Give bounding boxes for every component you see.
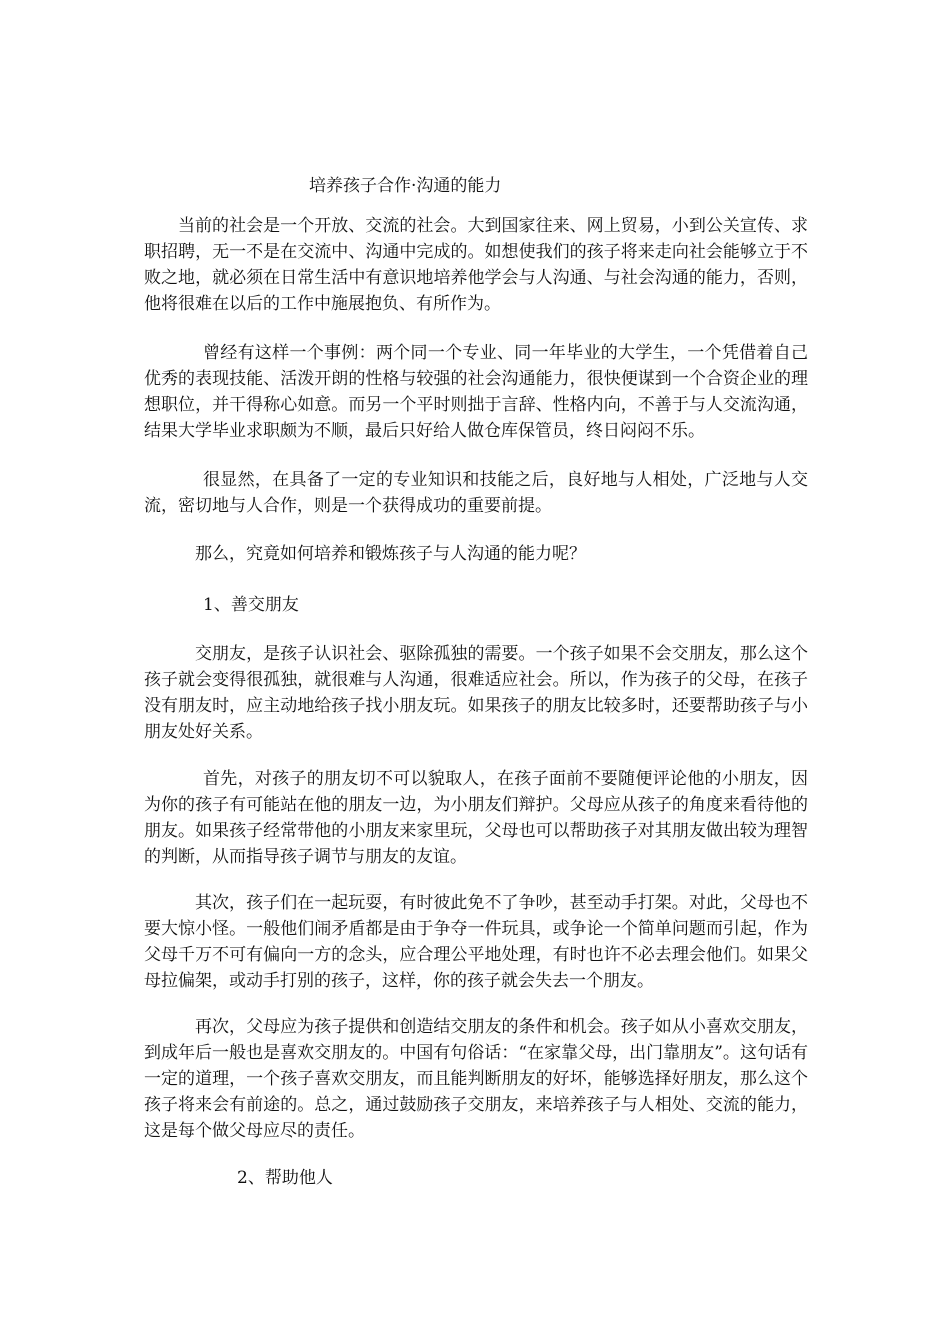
paragraph-second: 其次，孩子们在一起玩耍，有时彼此免不了争吵，甚至动手打架。对此，父母也不要大惊小怪。一般他们闹矛盾都是由于争夺一件玩具，或争论一个简单问题而引起，作为父母千万不可有偏向一方的念头，应合理公平地处理，有时也许不必去理会他们。如果父母拉偏架，或动手打别的孩子，这样，你的孩子就会失去一个朋友。 [144,893,808,991]
section-heading-1: 1、善交朋友 [203,595,299,615]
section-heading-2: 2、帮助他人 [237,1168,333,1188]
paragraph-first: 首先，对孩子的朋友切不可以貌取人，在孩子面前不要随便评论他的小朋友，因为你的孩子有可能站在他的朋友一边，为小朋友们辩护。父母应从孩子的角度来看待他的朋友。如果孩子经常带他的小朋友来家里玩，父母也可以帮助孩子对其朋友做出较为理智的判断，从而指导孩子调节与朋友的友谊。 [144,769,808,867]
document-title: 培养孩子合作·沟通的能力 [309,176,502,196]
paragraph-obvious: 很显然，在具备了一定的专业知识和技能之后，良好地与人相处，广泛地与人交流，密切地与人合作，则是一个获得成功的重要前提。 [144,470,808,516]
paragraph-friends: 交朋友，是孩子认识社会、驱除孤独的需要。一个孩子如果不会交朋友，那么这个孩子就会变得很孤独，就很难与人沟通，很难适应社会。所以，作为孩子的父母，在孩子没有朋友时，应主动地给孩子找小朋友玩。如果孩子的朋友比较多时，还要帮助孩子与小朋友处好关系。 [144,644,808,742]
paragraph-question: 那么，究竟如何培养和锻炼孩子与人沟通的能力呢？ [195,544,586,564]
paragraph-intro: 当前的社会是一个开放、交流的社会。大到国家往来、网上贸易，小到公关宣传、求职招聘，无一不是在交流中、沟通中完成的。如想使我们的孩子将来走向社会能够立于不败之地，就必须在日常生活中有意识地培养他学会与人沟通、与社会沟通的能力，否则，他将很难在以后的工作中施展抱负、有所作为。 [144,216,808,314]
paragraph-example: 曾经有这样一个事例：两个同一个专业、同一年毕业的大学生，一个凭借着自己优秀的表现技能、活泼开朗的性格与较强的社会沟通能力，很快便谋到一个合资企业的理想职位，并干得称心如意。而另一个平时则拙于言辞、性格内向，不善于与人交流沟通，结果大学毕业求职颇为不顺，最后只好给人做仓库保管员，终日闷闷不乐。 [144,343,808,441]
paragraph-third: 再次，父母应为孩子提供和创造结交朋友的条件和机会。孩子如从小喜欢交朋友，到成年后一般也是喜欢交朋友的。中国有句俗话：“在家靠父母，出门靠朋友”。这句话有一定的道理，一个孩子喜欢交朋友，而且能判断朋友的好坏，能够选择好朋友，那么这个孩子将来会有前途的。总之，通过鼓励孩子交朋友，来培养孩子与人相处、交流的能力，这是每个做父母应尽的责任。 [144,1017,808,1141]
